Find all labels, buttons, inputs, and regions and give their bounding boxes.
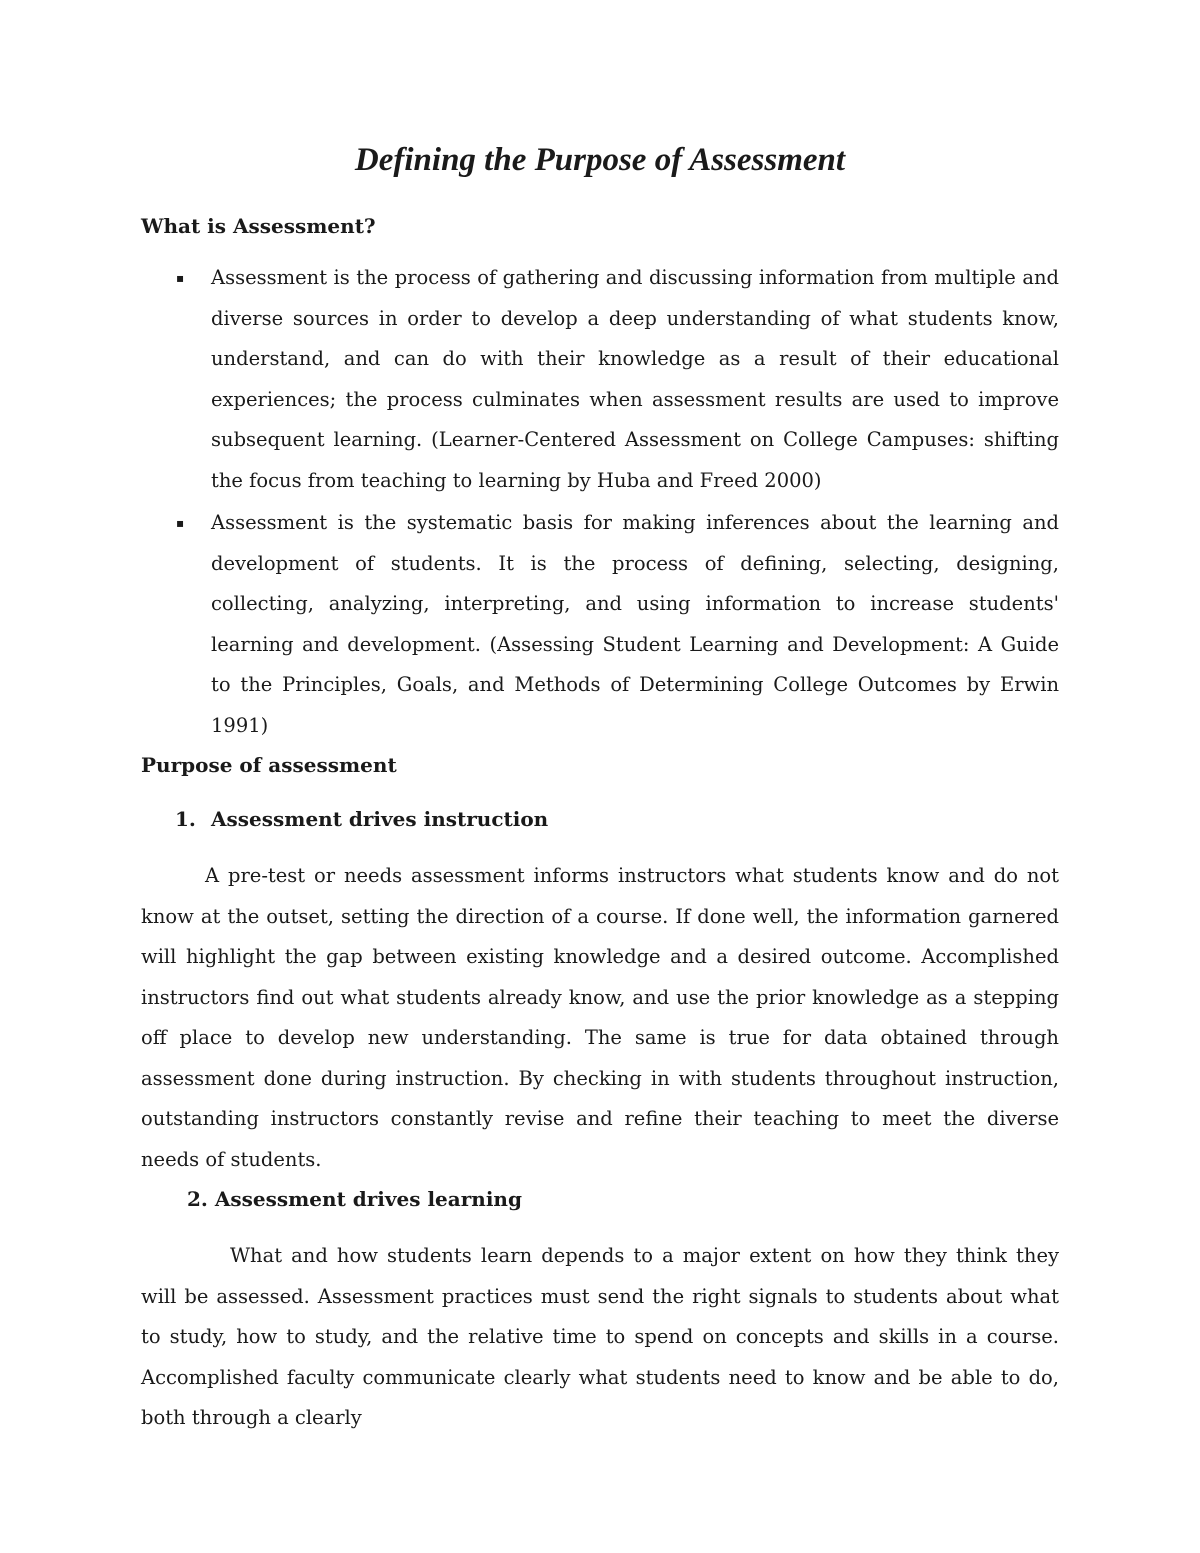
bullet-square-icon: ▪: [176, 271, 185, 285]
document-title: Defining the Purpose of Assessment: [354, 142, 846, 178]
purpose-heading: Purpose of assessment: [141, 753, 397, 777]
section-2-body: What and how students learn depends to a major extent on how they think they will be assessed. Assessment practices must send the right signals to students about what to study, how to study, and the relative time to spend on concepts and skills in a course. Accomplished faculty communicate clearly what students need to know and be able to do, both through a clearly: [141, 1244, 1059, 1429]
section-1-heading: [175, 807, 548, 831]
definition-bullet-1: Assessment is the process of gathering and discussing information from multiple and diverse sources in order to develop a deep understanding of what students know, understand, and can do with their knowledge as a result of their educational experiences; the process culminates when assessment results are used to improve subsequent learning. (Learner-Centered Assessment on College Campuses: shifting the focus from teaching to learning by Huba and Freed 2000): [211, 266, 1059, 492]
bullet-square-icon: ▪: [176, 516, 185, 530]
section-1-number: 1.: [175, 807, 196, 831]
section-2-heading: [187, 1187, 522, 1211]
section-2-title: Assessment drives learning: [214, 1187, 522, 1211]
definition-bullet-2: Assessment is the systematic basis for making inferences about the learning and development of students. It is the process of defining, selecting, designing, collecting, analyzing, interpreting, and using information to increase students' learning and development. (Assessing Student Learning and Development: A Guide to the Principles, Goals, and Methods of Determining College Outcomes by Erwin 1991): [211, 511, 1059, 737]
section-1-title: Assessment drives instruction: [211, 807, 549, 831]
section-1-body: A pre-test or needs assessment informs instructors what students know and do not know at the outset, setting the direction of a course. If done well, the information garnered will highlight the gap between existing knowledge and a desired outcome. Accomplished instructors find out what students already know, and use the prior knowledge as a stepping off place to develop new understanding. The same is true for data obtained through assessment done during instruction. By checking in with students throughout instruction, outstanding instructors constantly revise and refine their teaching to meet the diverse needs of students.: [141, 864, 1059, 1171]
what-is-assessment-heading: What is Assessment?: [141, 214, 376, 238]
section-2-number: 2.: [187, 1187, 208, 1211]
